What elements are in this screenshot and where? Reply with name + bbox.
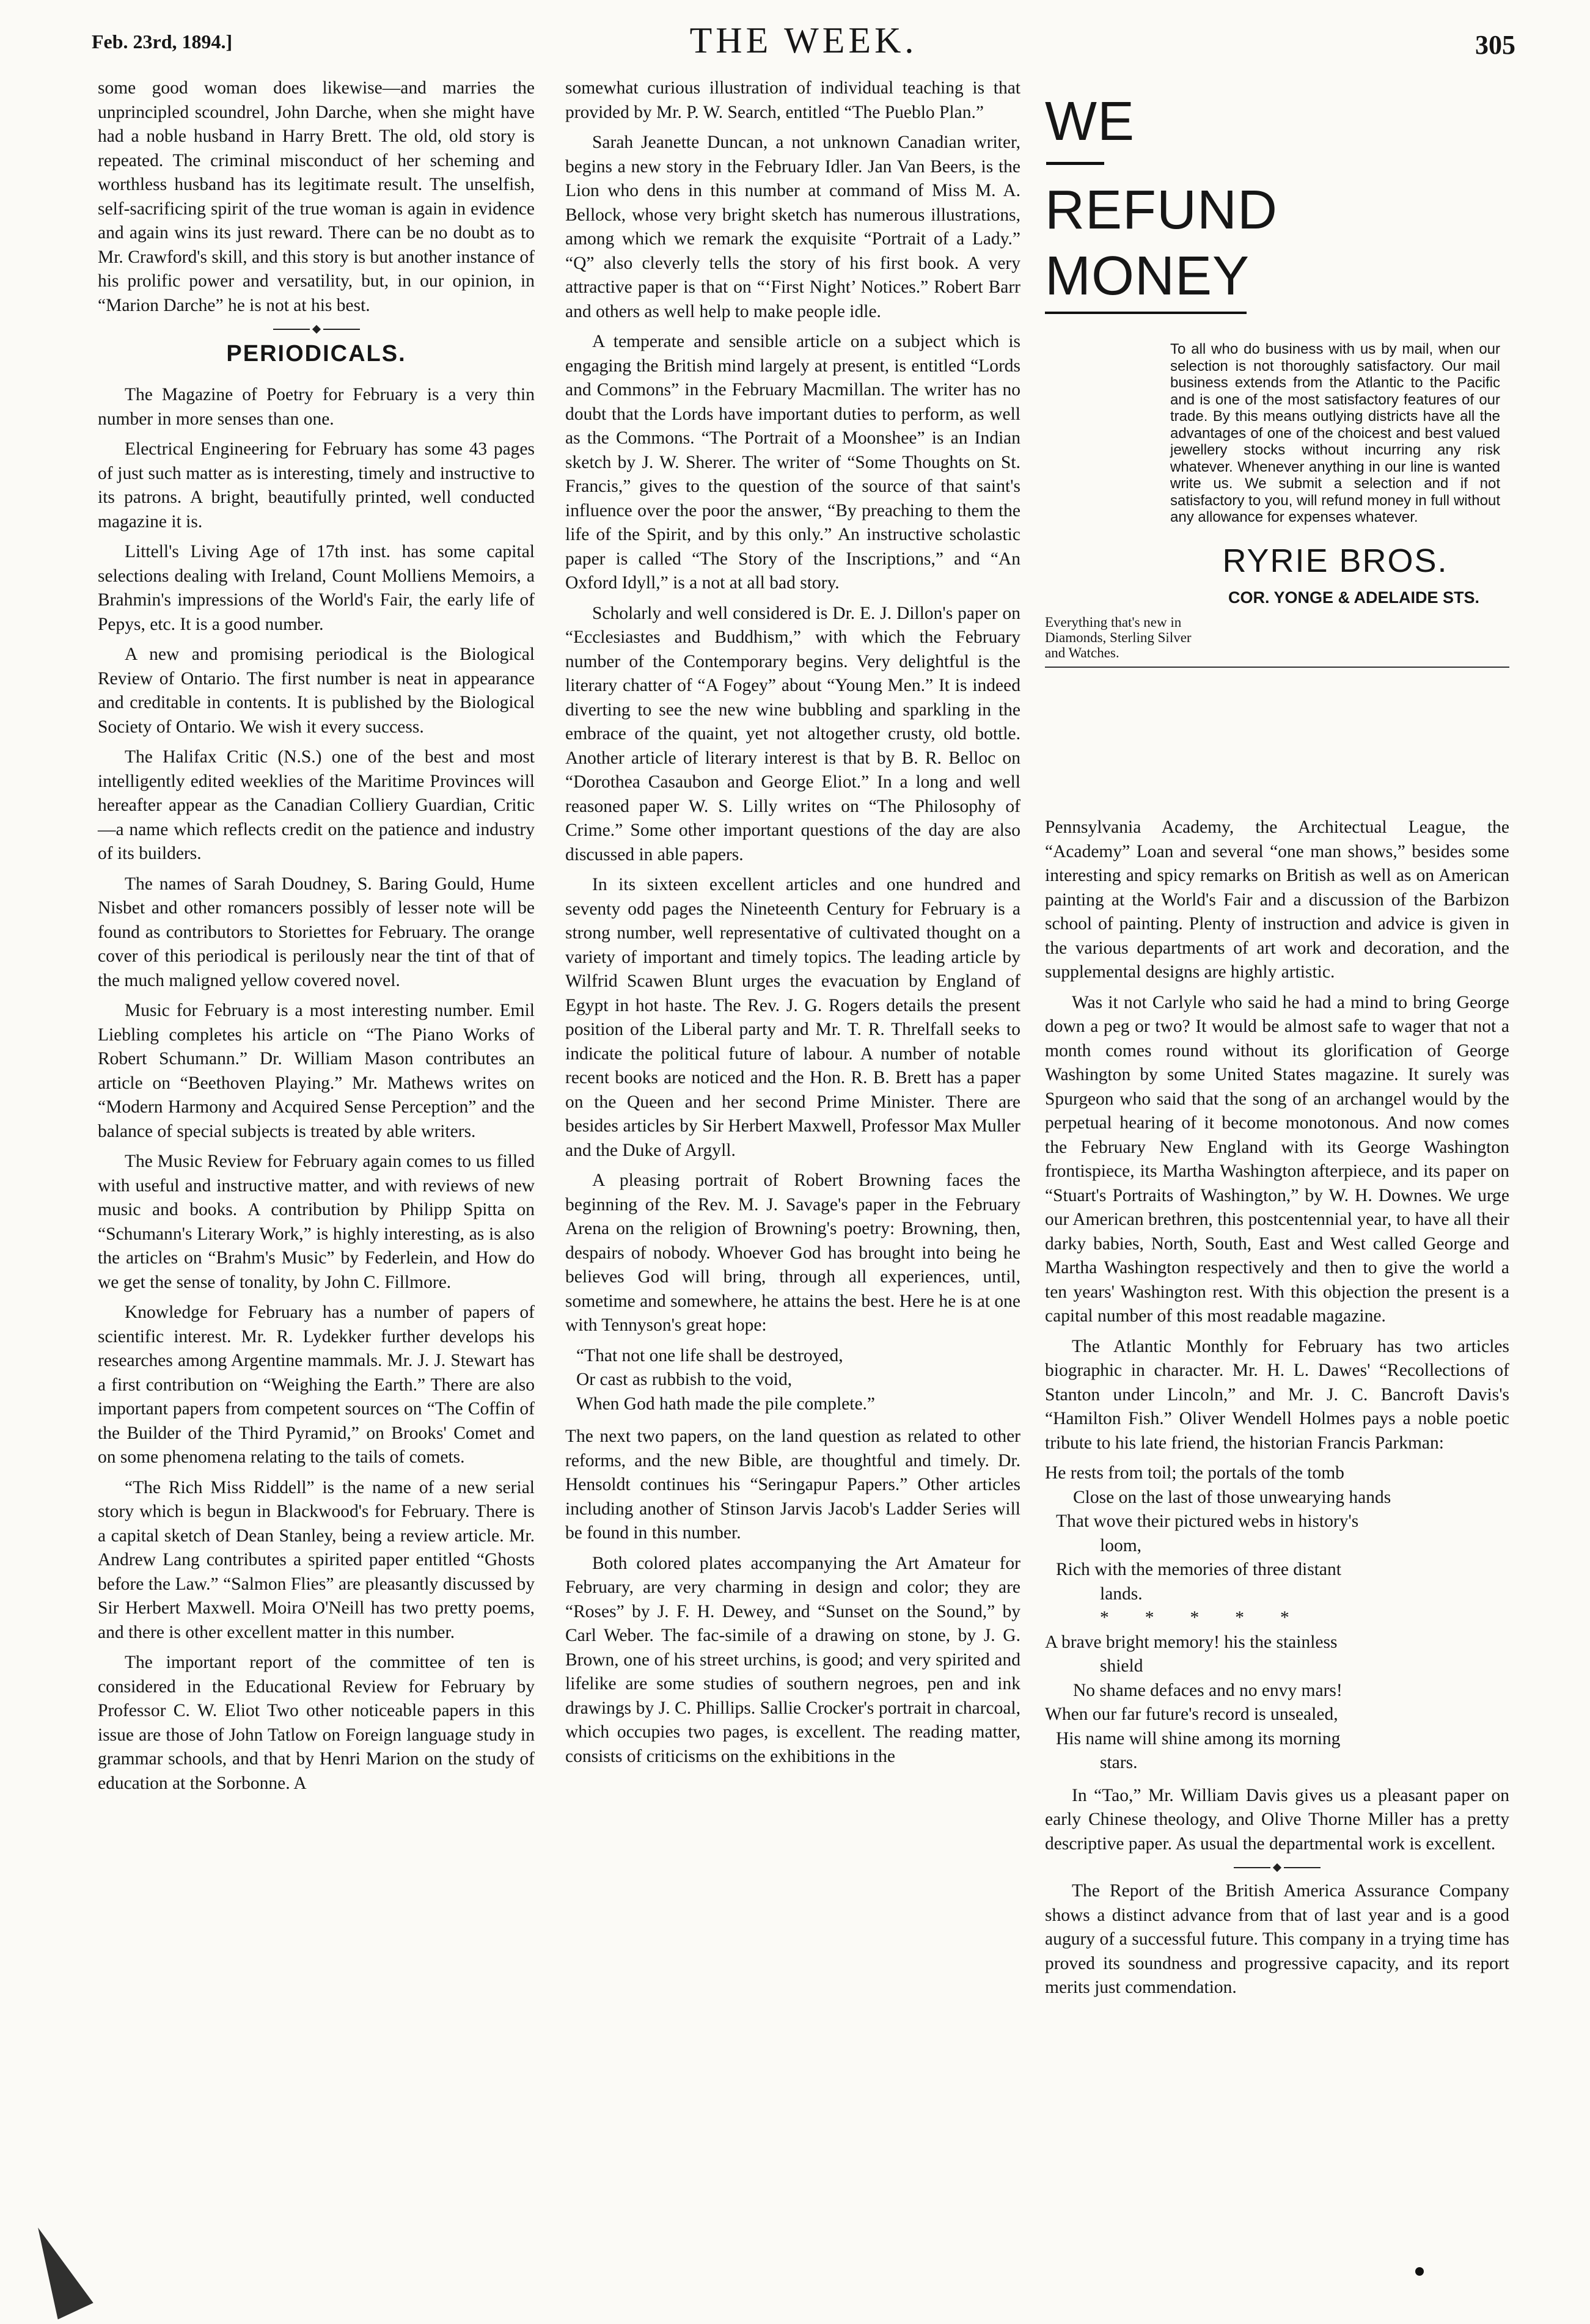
section-heading-periodicals: PERIODICALS. — [226, 341, 406, 367]
paragraph-music-review: The Music Review for February again comes to us filled with useful and instructive matter, and with reviews of new music and books. A contribution by Philipp Spitta on “Schumann's Literary Work,” is highly interesting, as is also the articles on “Brahm's Music” by Federlein, and How do we get the sense of tonality, by John C. Fillmore. — [98, 1152, 535, 1292]
ad-brand-name: RYRIE BROS. — [1222, 542, 1448, 579]
ad-headline-line: REFUND — [1045, 180, 1278, 241]
tennyson-quote — [565, 1344, 1020, 1417]
review-continuation: some good woman does likewise—and marries the unprincipled scoundrel, John Darche, when she might have had a noble husband in Harry Brett. The old, old story is repeated. The criminal misconduct of her scheming and worthless husband has its legitimate result. The unselfish, self-sacrificing spirit of the true woman is again in evidence and again wins its just reward. There can be no doubt as to Mr. Crawford's skill, and this story is but another instance of his prolific power and versatility, but, in our opinion, in “Marion Darche” he is not at his best. — [98, 78, 535, 315]
paragraph-next-papers: The next two papers, on the land question as related to other reforms, and the new Bible, are thoughtful and timely. Dr. Hensoldt continues his “Seringapur Papers.” Other articles including another of Stinson Jarvis Jacob's Ladder Series will be found in this number. — [565, 1427, 1020, 1543]
paragraph-halifax-critic: The Halifax Critic (N.S.) one of the best and most intelligently edited weeklies of the Maritime Provinces will hereafter appear as the Canadian Colliery Guardian, Critic—a name which reflects credit on the patience and industry of its builders. — [98, 747, 535, 863]
page-header — [92, 17, 1515, 72]
section-divider — [98, 326, 535, 332]
paragraph-art-amateur-continued: Pennsylvania Academy, the Architectual League, the “Academy” Loan and several “one man shows,” besides some interesting and spicy remarks on British as well as on American painting at the World's Fair and a discussion of the Barbizon school of painting. Plenty of instruction and advice is given in the various departments of art work and decoration, and the supplemental designs are highly artistic. — [1045, 817, 1509, 982]
page-number: 305 — [1475, 30, 1515, 60]
poem-line: loom, — [1100, 1535, 1142, 1555]
ad-headline-line: MONEY — [1045, 246, 1250, 307]
column-left — [98, 76, 535, 1802]
ad-headline — [1045, 89, 1509, 309]
poem-line: When God hath made the pile complete.” — [576, 1394, 876, 1414]
paragraph-new-england: Was it not Carlyle who said he had a mind to bring George down a peg or two? It would be almost safe to wager that not a month comes round without its glorification of George Washington by some United States magazine. It surely was Spurgeon who said that the song of an archangel would by the perpetual hearing of it become monotonous. And now comes the February New England with its George Washington frontispiece, its Martha Washington afterpiece, and its paper on “Stuart's Portraits of Washington,” by W. H. Downes. We urge our American brethren, this postcentennial year, to have all their darky babies, North, South, East and West called George and Martha Washington respectively and then to give the world a ten years' Washington rest. With this objection the present is a capital number of this most readable magazine. — [1045, 992, 1509, 1326]
ad-underline — [1045, 312, 1247, 314]
paragraph-biological-review: A new and promising periodical is the Biological Review of Ontario. The first number is neat in appearance and creditable in contents. It is published by the Biological Society of Ontario. We wish it every success. — [98, 645, 535, 737]
poem-line: That wove their pictured webs in history's — [1056, 1511, 1359, 1531]
paragraph-electrical-engineering: Electrical Engineering for February has some 43 pages of just such matter as is interesting, timely and instructive to its patrons. A bright, beautifully printed, well conducted magazine it is. — [98, 439, 535, 532]
poem-line: Or cast as rubbish to the void, — [576, 1370, 793, 1389]
ad-border — [1045, 667, 1509, 668]
paragraph-idler: Sarah Jeanette Duncan, a not unknown Canadian writer, begins a new story in the February Idler. Jan Van Beers, is the Lion who dens in this number at command of Miss M. A. Bellock, whose very bright sketch has numerous illustrations, among which we remark the exquisite “Portrait of a Lady.” “Q” also cleverly tells the story of his first book. A very attractive paper is that on “‘First Night’ Notices.” Robert Barr and others as well help to make people idle. — [565, 133, 1020, 321]
ad-tagline: Everything that's new in Diamonds, Sterling Silver and Watches. — [1045, 614, 1192, 660]
poem-line: “That not one life shall be destroyed, — [576, 1345, 843, 1365]
paragraph-british-america-assurance: The Report of the British America Assurance Company shows a distinct advance from that of last year and is a good augury of a successful future. This company in a trying time has proved its soundness and progressive capacity, and its report merits just commendation. — [1045, 1881, 1509, 1997]
paragraph-macmillan: A temperate and sensible article on a subject which is engaging the British mind largely at present, is entitled “Lords and Commons” in the February Macmillan. The writer has no doubt that the Lords have important duties to perform, as well as the Commons. “The Portrait of a Moonshee” is an Indian sketch by J. W. Sherer. The writer of “Some Thoughts on St. Francis,” gives to the question of the source of that saint's influence over the poor the answer, “By preaching to them the life of the Spirit, and by this only.” An instructive scholastic paper is called “The Story of the Inscriptions,” and “An Oxford Idyll,” is a not at all bad story. — [565, 332, 1020, 593]
poem-line: When our far future's record is unsealed, — [1045, 1705, 1338, 1724]
column-middle — [565, 76, 1020, 1775]
ink-speck — [1415, 2267, 1424, 2276]
ryrie-bros-advertisement — [1045, 89, 1509, 816]
poem-line: He rests from toil; the portals of the tomb — [1045, 1463, 1344, 1483]
poem-line: stars. — [1100, 1753, 1138, 1772]
poem-separator: * * * * * — [1100, 1608, 1289, 1628]
ad-address: COR. YONGE & ADELAIDE STS. — [1228, 588, 1480, 607]
paragraph-arena: A pleasing portrait of Robert Browning faces the beginning of the Rev. M. J. Savage's paper in the February Arena on the religion of Browning's poetry: Browning, then, despairs of nobody. Whoever God has brought into being he believes God will bring, through all experiences, until, sometime and somewhere, he attains the best. Here he is at one with Tennyson's great hope: — [565, 1171, 1020, 1335]
paragraph-pueblo-plan: somewhat curious illustration of individual teaching is that provided by Mr. P. W. Search, entitled “The Pueblo Plan.” — [565, 78, 1020, 122]
paragraph-tao: In “Tao,” Mr. William Davis gives us a pleasant paper on early Chinese theology, and Olive Thorne Miller has a pretty descriptive paper. As usual the departmental work is excellent. — [1045, 1785, 1509, 1854]
poem-line: Rich with the memories of three distant — [1056, 1560, 1341, 1579]
paragraph-magazine-of-poetry: The Magazine of Poetry for February is a very thin number in more senses than one. — [98, 385, 535, 429]
poem-line: lands. — [1100, 1584, 1143, 1604]
ad-rule — [1046, 162, 1104, 165]
paragraph-nineteenth-century: In its sixteen excellent articles and one hundred and seventy odd pages the Nineteenth Century for February is a strong number, well representative of cultivated thought on a variety of important and timely topics. The leading article by Wilfrid Scawen Blunt urges the evacuation by England of Egypt in hot haste. The Rev. J. G. Rogers details the present position of the Liberal party and Mr. T. R. Threlfall seeks to indicate the political future of labour. A number of notable recent books are noticed and the Hon. R. B. Brett has a paper on the Queen and her second Prime Minister. There are besides articles by Sir Herbert Maxwell, Professor Max Muller and the Duke of Argyll. — [565, 875, 1020, 1160]
paragraph-atlantic-monthly: The Atlantic Monthly for February has two articles biographic in character. Mr. H. L. Dawes' “Recollections of Stanton under Lincoln,” and Mr. J. C. Bancroft Davis's “Hamilton Fish.” Oliver Wendell Holmes pays a noble poetic tribute to his late friend, the historian Francis Parkman: — [1045, 1336, 1509, 1453]
holmes-poem — [1045, 1461, 1509, 1775]
paragraph-contemporary: Scholarly and well considered is Dr. E. J. Dillon's paper on “Ecclesiastes and Buddhism,” with which the February number of the Contemporary begins. Very delightful is the literary chatter of “A Fogey” about “Young Men.” It is indeed diverting to see the new wine bubbling and sparkling in the embrace of the quaint, yet not altogether crusty, old bottle. Another article of literary interest is that by B. R. Belloc on “Dorothea Casaubon and George Eliot.” In a long and well reasoned paper W. S. Lilly writes on “The Philosophy of Crime.” Some other important questions of the day are also discussed in able papers. — [565, 603, 1020, 864]
poem-line: shield — [1100, 1656, 1143, 1676]
section-divider — [1045, 1865, 1509, 1871]
paragraph-music: Music for February is a most interesting number. Emil Liebling completes his article on “The Piano Works of Robert Schumann.” Dr. William Mason contributes an article on “Beethoven Playing.” Mr. Mathews writes on “Modern Harmony and Acquired Sense Perception” and the balance of special subjects is treated by able writers. — [98, 1001, 535, 1141]
paragraph-educational-review: The important report of the committee of ten is considered in the Educational Review for February by Professor C. W. Eliot Two other noticeable papers in this issue are those of John Tatlow on Foreign language study in grammar schools, and that by Henri Marion on the study of education at the Sorbonne. A — [98, 1653, 535, 1793]
issue-date: Feb. 23rd, 1894.] — [92, 31, 233, 53]
poem-line: A brave bright memory! his the stainless — [1045, 1632, 1338, 1652]
paragraph-art-amateur: Both colored plates accompanying the Art Amateur for February, are very charming in design and color; they are “Roses” by J. F. H. Dewey, and “Sunset on the Sound,” by Carl Weber. The fac-simile of a drawing on stone, by J. G. Brown, one of his street urchins, is good; and very spirited and lifelike are some studies of southern negroes, pen and ink drawings by J. C. Phillips. Sallie Crocker's portrait in charcoal, which occupies two pages, is excellent. The reading matter, consists of criticisms on the exhibitions in the — [565, 1553, 1020, 1766]
paragraph-knowledge: Knowledge for February has a number of papers of scientific interest. Mr. R. Lydekker further develops his researches among Argentine mammals. Mr. J. J. Stewart has a first contribution on “Weighing the Earth.” There are also important papers from competent sources on “The Coffin of the Builder of the Third Pyramid,” on Brooks' Comet and on some phenomena relating to the tails of comets. — [98, 1303, 535, 1467]
paragraph-littells-living-age: Littell's Living Age of 17th inst. has some capital selections dealing with Ireland, Count Molliens Memoirs, a Brahmin's impressions of the World's Fair, the early life of Pepys, etc. It is a good number. — [98, 542, 535, 634]
scan-smudge — [19, 2220, 93, 2320]
poem-line: His name will shine among its morning — [1056, 1728, 1341, 1748]
poem-line: No shame defaces and no envy mars! — [1073, 1680, 1343, 1700]
paragraph-blackwoods: “The Rich Miss Riddell” is the name of a new serial story which is begun in Blackwood's for February. There is a capital sketch of Dean Stanley, being a review article. Mr. Andrew Lang contributes a spirited paper entitled “Ghosts before the Law.” “Salmon Flies” are pleasantly discussed by Sir Herbert Maxwell. Moira O'Neill has two pretty poems, and there is other excellent matter in this number. — [98, 1477, 535, 1642]
column-right — [1045, 76, 1509, 2006]
masthead-title: THE WEEK. — [689, 20, 918, 60]
ad-headline-line: WE — [1045, 91, 1135, 152]
paragraph-storiettes: The names of Sarah Doudney, S. Baring Gould, Hume Nisbet and other romancers possibly of lesser note will be found as contributors to Storiettes for February. The orange cover of this periodical is perilously near the tint of that of the much maligned yellow covered novel. — [98, 874, 535, 990]
ad-body-text: To all who do business with us by mail, when our selection is not thoroughly satisfactory. Our mail business extends from the Atlantic to the Pacific and is one of the most satisfactory features of our trade. By this means outlying districts have all the advantages of one of the choicest and best valued jewellery stocks without incurring any risk whatever. Whenever anything in our line is wanted write us. We submit a selection and if not satisfactory to you, will refund money in full without any allowance for expenses whatever. — [1170, 341, 1500, 525]
poem-line: Close on the last of those unwearying hands — [1073, 1487, 1391, 1507]
